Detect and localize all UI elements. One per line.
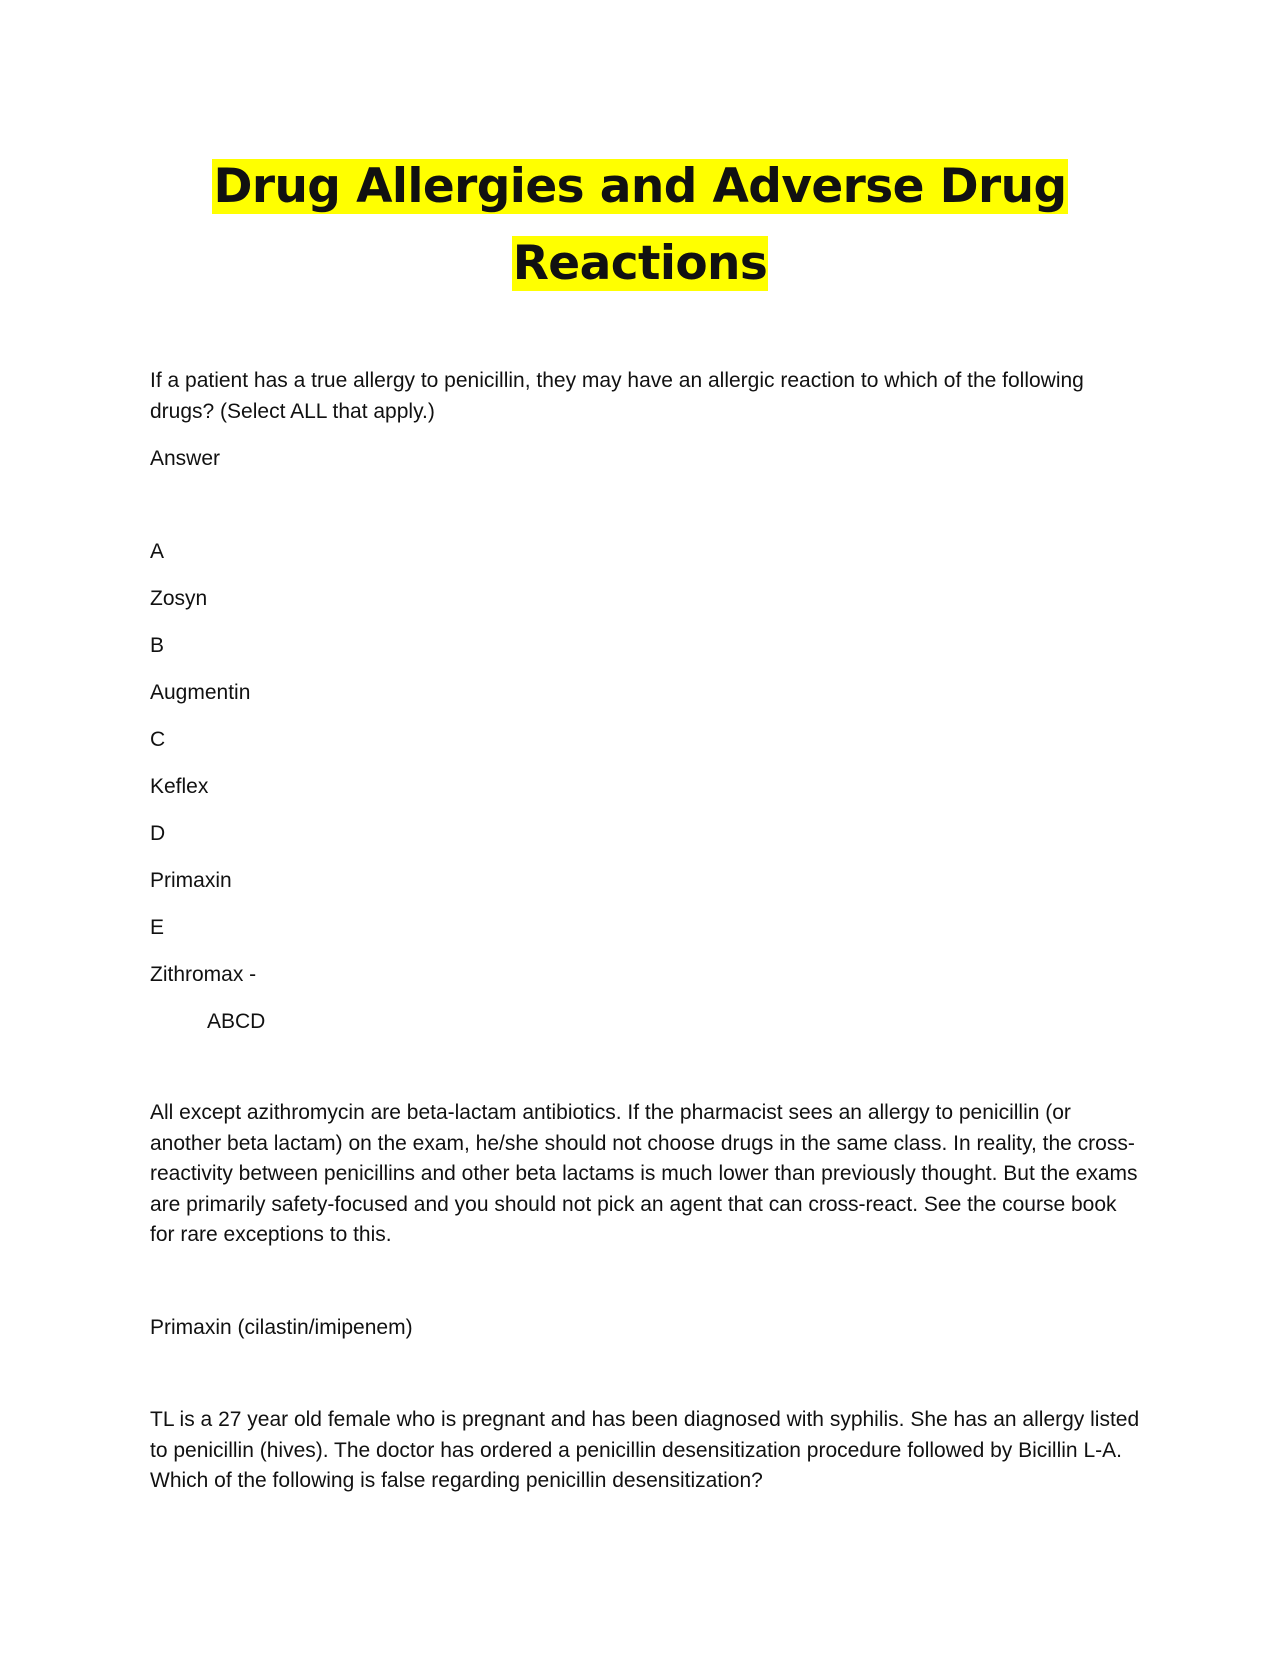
title-line-2: Reactions xyxy=(512,236,768,291)
option-e-text: Zithromax - xyxy=(150,962,257,986)
option-c-text: Keflex xyxy=(150,774,209,798)
answer-value: ABCD xyxy=(207,1009,266,1033)
option-d-text: Primaxin xyxy=(150,868,232,892)
option-a-letter: A xyxy=(150,539,165,563)
option-b-text: Augmentin xyxy=(150,680,251,704)
option-b-letter: B xyxy=(150,633,165,657)
option-a-text: Zosyn xyxy=(150,586,208,610)
question-1-text: If a patient has a true allergy to penicillin, they may have an allergic reaction to which of the following drugs? (Select ALL that apply.) xyxy=(150,369,1084,423)
question-2-text: TL is a 27 year old female who is pregnant and has been diagnosed with syphilis. She has an allergy listed to penicillin (hives). The doctor has ordered a penicillin desensitization procedure followed by Bicillin L-A. Which of the following is false regarding penicillin desensitization? xyxy=(150,1408,1140,1492)
option-c-letter: C xyxy=(150,727,166,751)
option-e-letter: E xyxy=(150,915,165,939)
drug-note: Primaxin (cilastin/imipenem) xyxy=(150,1315,413,1339)
answer-label: Answer xyxy=(150,447,221,470)
page-title xyxy=(0,148,1280,302)
option-d-letter: D xyxy=(150,821,166,845)
title-line-1: Drug Allergies and Adverse Drug xyxy=(213,159,1067,214)
explanation-paragraph: All except azithromycin are beta-lactam antibiotics. If the pharmacist sees an allergy to penicillin (or another beta lactam) on the exam, he/she should not choose drugs in the same class. In reality, the cross-reactivity between penicillins and other beta lactams is much lower than previously thought. But the exams are primarily safety-focused and you should not pick an agent that can cross-react. See the course book for rare exceptions to this. xyxy=(150,1101,1138,1246)
document-body xyxy=(150,366,1140,1497)
